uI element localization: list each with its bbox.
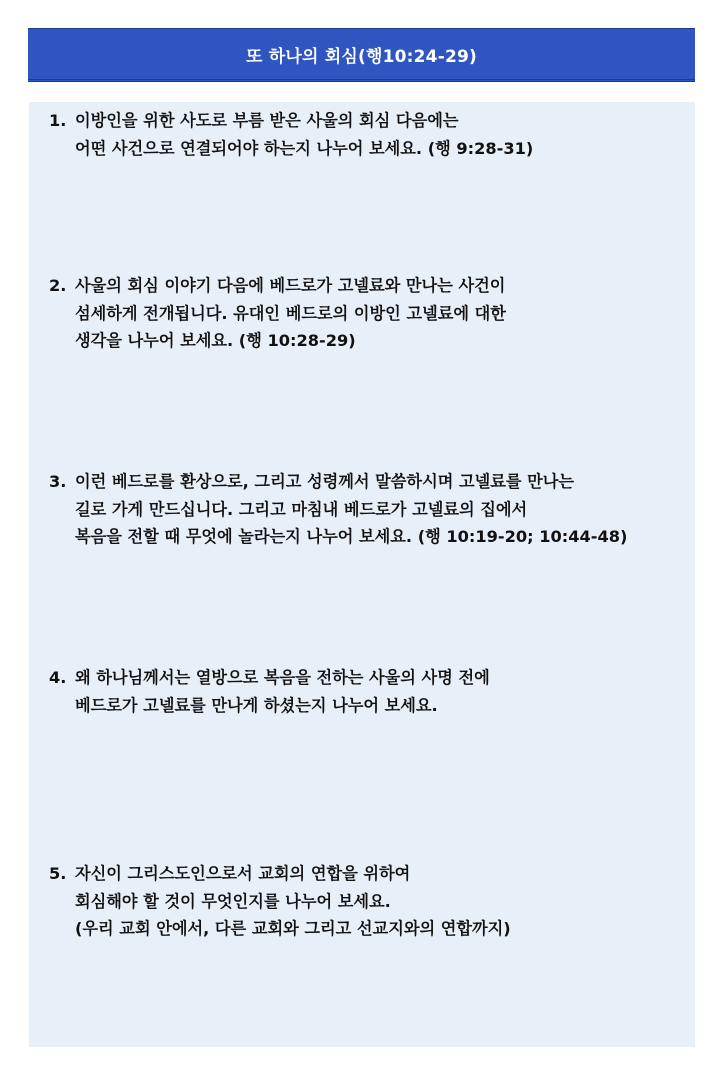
question-1 xyxy=(49,107,689,162)
page-title: 또 하나의 회심(행10:24-29) xyxy=(246,46,477,67)
question-text: 생각을 나누어 보세요. (행 10:28-29) xyxy=(75,331,356,350)
question-number: 5. xyxy=(49,864,67,883)
question-text: 섬세하게 전개됩니다. 유대인 베드로의 이방인 고넬료에 대한 xyxy=(75,303,506,323)
question-text: 베드로가 고넬료를 만나게 하셨는지 나누어 보세요. xyxy=(75,695,438,715)
question-text: 어떤 사건으로 연결되어야 하는지 나누어 보세요. (행 9:28-31) xyxy=(75,138,534,158)
question-text: (우리 교회 안에서, 다른 교회와 그리고 선교지와의 연합까지) xyxy=(75,919,511,938)
question-number: 1. xyxy=(49,111,67,130)
question-number: 2. xyxy=(49,276,67,295)
question-3 xyxy=(49,468,689,551)
question-line xyxy=(49,860,689,888)
question-text: 자신이 그리스도인으로서 교회의 연합을 위하여 xyxy=(75,864,411,883)
question-text: 길로 가게 만드십니다. 그리고 마침내 베드로가 고넬료의 집에서 xyxy=(75,499,528,519)
question-line xyxy=(49,272,689,300)
question-line xyxy=(49,107,689,135)
question-2 xyxy=(49,272,689,355)
question-number: 3. xyxy=(49,472,67,491)
question-5 xyxy=(49,860,689,943)
question-text: 왜 하나님께서는 열방으로 복음을 전하는 사울의 사명 전에 xyxy=(75,668,490,687)
question-line xyxy=(49,664,689,692)
question-text: 사울의 회심 이야기 다음에 베드로가 고넬료와 만나는 사건이 xyxy=(75,276,506,295)
question-text: 복음을 전할 때 무엇에 놀라는지 나누어 보세요. (행 10:19-20; 10:44-48) xyxy=(75,527,628,546)
question-number: 4. xyxy=(49,668,67,687)
question-line xyxy=(49,468,689,496)
question-4 xyxy=(49,664,689,719)
question-text: 회심해야 할 것이 무엇인지를 나누어 보세요. xyxy=(75,891,391,911)
question-text: 이런 베드로를 환상으로, 그리고 성령께서 말씀하시며 고넬료를 만나는 xyxy=(75,472,575,491)
questions-panel xyxy=(29,102,695,1047)
question-text: 이방인을 위한 사도로 부름 받은 사울의 회심 다음에는 xyxy=(75,111,459,130)
title-bar xyxy=(28,28,695,82)
